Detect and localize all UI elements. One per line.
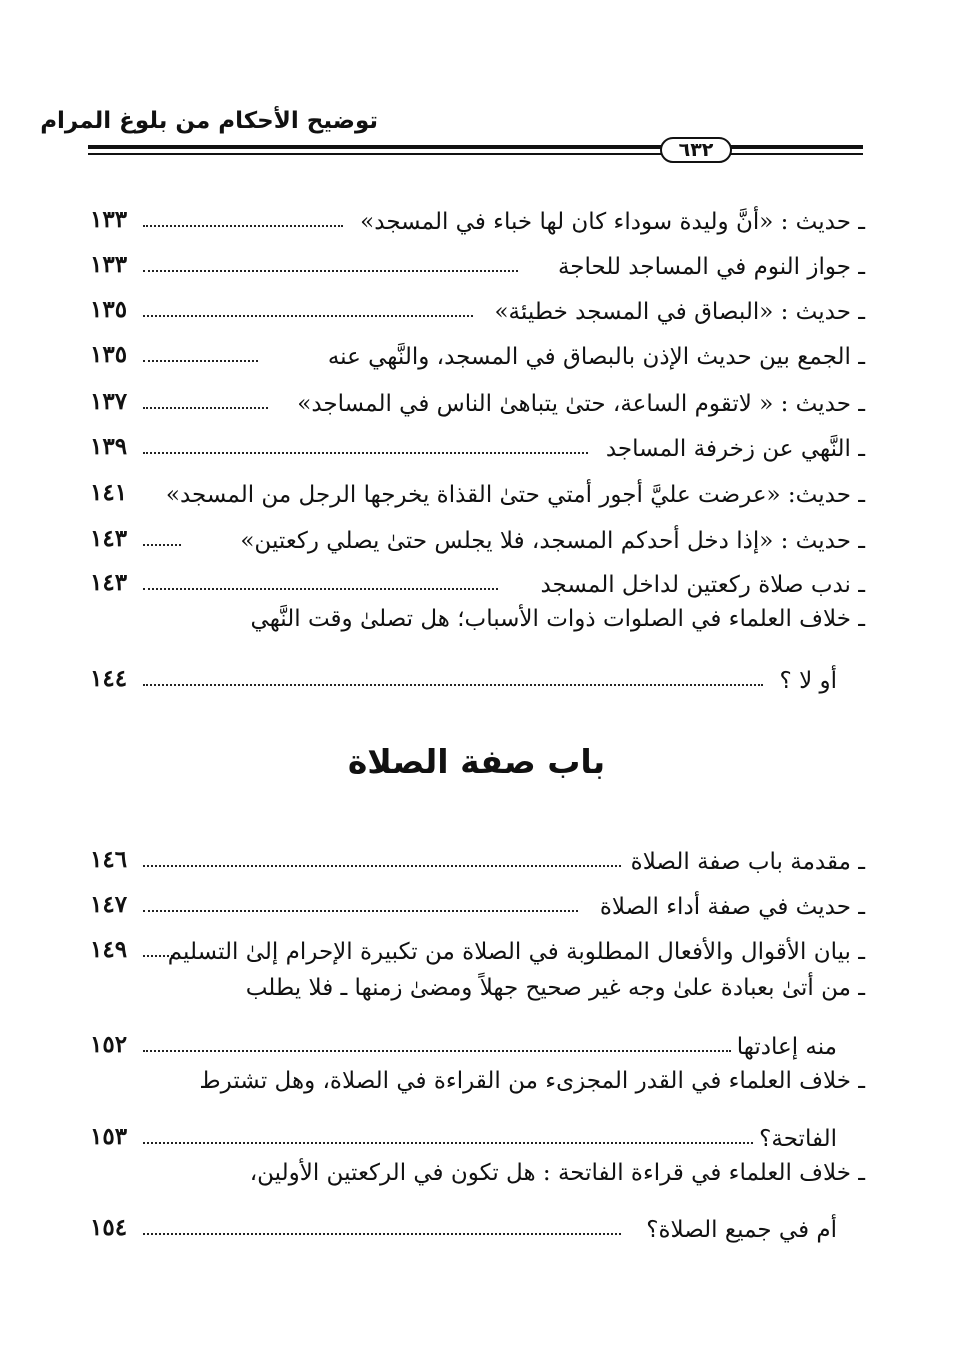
toc-entry — [90, 468, 865, 508]
toc-entry-first-line: ـ خلاف العلماء في قراءة الفاتحة : هل تكون في الركعتين الأولين، — [249, 1160, 865, 1186]
toc-leader-dots — [143, 1233, 621, 1235]
toc-entry-text: ـ حديث : « لاتقوم الساعة، حتىٰ يتباهىٰ الناس في المساجد» — [297, 391, 865, 417]
toc-entry-text: أم في جميع الصلاة؟ — [646, 1217, 837, 1243]
toc-entry — [90, 422, 865, 462]
toc-page-number: ١٤٦ — [90, 846, 128, 873]
toc-entry — [90, 514, 865, 554]
toc-page-number: ١٣٥ — [90, 296, 128, 323]
toc-page-number: ١٣٣ — [90, 251, 128, 278]
toc-entry — [90, 330, 865, 370]
toc-page-number: ١٥٤ — [90, 1214, 128, 1241]
toc-entry — [90, 195, 865, 235]
toc-entry — [90, 558, 865, 598]
toc-page-number: ١٣٥ — [90, 341, 128, 368]
toc-page-number: ١٤٧ — [90, 891, 128, 918]
toc-entry-text: ـ حديث: «عرضت عليَّ أجور أمتي حتىٰ القذاة يخرجها الرجل من المسجد» — [165, 482, 865, 508]
toc-entry — [90, 240, 865, 280]
toc-leader-dots — [143, 588, 498, 590]
toc-page-number: ١٤٣ — [90, 569, 128, 596]
header-rule-thin — [88, 153, 863, 155]
toc-entry-text: ـ حديث : «إذا دخل أحدكم المسجد، فلا يجلس حتىٰ يصلي ركعتين» — [240, 528, 865, 554]
toc-entry-first-line: ـ من أتىٰ بعبادة علىٰ وجه غير صحيح جهلاً ومضىٰ زمنها ـ فلا يطلب — [245, 975, 865, 1001]
toc-entry — [90, 1020, 865, 1060]
toc-entry-text: ـ ندب صلاة ركعتين لداخل المسجد — [540, 572, 865, 598]
toc-entry-text: ـ حديث : «البصاق في المسجد خطيئة» — [494, 299, 865, 325]
toc-entry-text: ـ جواز النوم في المساجد للحاجة — [557, 254, 865, 280]
toc-entry-text: ـ مقدمة باب صفة الصلاة — [630, 849, 865, 875]
toc-leader-dots — [143, 360, 258, 362]
toc-entry — [90, 654, 865, 694]
toc-leader-dots — [143, 910, 578, 912]
toc-leader-dots — [143, 452, 588, 454]
toc-leader-dots — [143, 225, 343, 227]
toc-entry-first-line: ـ خلاف العلماء في القدر المجزىء من القراءة في الصلاة، وهل تشترط — [199, 1068, 865, 1094]
toc-leader-dots — [143, 270, 518, 272]
toc-entry — [90, 1203, 865, 1243]
toc-leader-dots — [143, 544, 181, 546]
toc-page-number: ١٥٢ — [90, 1031, 128, 1058]
section-title: باب صفة الصلاة — [347, 742, 606, 781]
toc-entry-text: ـ بيان الأقوال والأفعال المطلوبة في الصلاة من تكبيرة الإحرام إلىٰ التسليم — [167, 939, 865, 965]
toc-entry — [90, 880, 865, 920]
toc-entry-text: ـ الجمع بين حديث الإذن بالبصاق في المسجد، والنَّهي عنه — [327, 344, 865, 370]
toc-entry — [90, 377, 865, 417]
toc-leader-dots — [143, 315, 473, 317]
page-number: ٦٣٢ — [660, 137, 732, 163]
header-rule-thick — [88, 145, 863, 149]
toc-leader-dots — [143, 865, 621, 867]
toc-entry-text: ـ حديث في صفة أداء الصلاة — [599, 894, 865, 920]
toc-entry-text: الفاتحة؟ — [759, 1126, 837, 1152]
toc-entry-text: أو لا ؟ — [779, 668, 837, 694]
toc-page-number: ١٣٧ — [90, 388, 128, 415]
toc-page-number: ١٤١ — [90, 479, 128, 506]
toc-leader-dots — [143, 684, 763, 686]
toc-entry — [90, 285, 865, 325]
toc-entry — [90, 835, 865, 875]
toc-entry-text: ـ النَّهي عن زخرفة المساجد — [605, 436, 865, 462]
toc-page-number: ١٣٣ — [90, 206, 128, 233]
toc-page-number: ١٣٩ — [90, 433, 128, 460]
toc-page-number: ١٥٣ — [90, 1123, 128, 1150]
toc-entry-text: ـ حديث : «أنَّ وليدة سوداء كان لها خباء في المسجد» — [360, 209, 865, 235]
toc-page-number: ١٤٩ — [90, 936, 128, 963]
toc-leader-dots — [143, 1142, 753, 1144]
running-header-title: توضيح الأحكام من بلوغ المرام — [40, 108, 378, 134]
toc-leader-dots — [143, 407, 268, 409]
toc-entry — [90, 1112, 865, 1152]
toc-entry-text: منه إعادتها — [736, 1034, 837, 1060]
toc-leader-dots — [143, 1050, 731, 1052]
toc-entry — [90, 925, 865, 965]
toc-page-number: ١٤٣ — [90, 525, 128, 552]
toc-page-number: ١٤٤ — [90, 665, 128, 692]
toc-entry-first-line: ـ خلاف العلماء في الصلوات ذوات الأسباب؛ هل تصلىٰ وقت النَّهي — [250, 606, 865, 632]
